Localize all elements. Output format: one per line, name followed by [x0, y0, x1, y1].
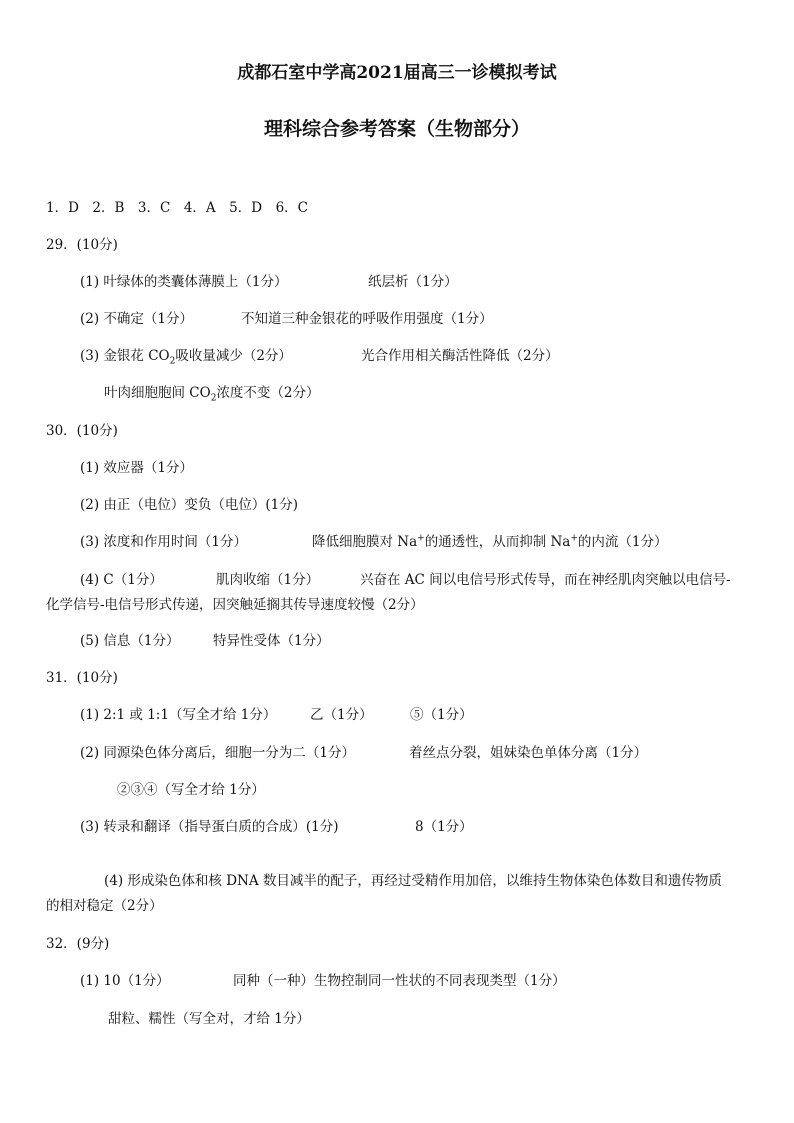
q31-part4-answer-b: 的相对稳定（2分）	[46, 898, 163, 914]
q29-part3-answer-a: (3) 金银花 $CO_2$吸收量减少（2分）	[80, 348, 292, 367]
q30-part4-answer-c: 兴奋在 AC 间以电信号形式传导，而在神经肌肉突触以电信号-	[360, 572, 731, 588]
q31-part2-answer-a: (2) 同源染色体分离后，细胞一分为二（1分）	[80, 745, 356, 761]
q30-part4-answer-a: (4) C（1分）	[80, 572, 163, 588]
q30-part5-answer-b: 特异性受体（1分）	[213, 633, 330, 649]
mc-answers: 1．D 2．B 3．C 4．A 5．D 6．C	[46, 200, 309, 216]
q31-part3-answer-a: (3) 转录和翻译（指导蛋白质的合成）(1分)	[80, 819, 339, 835]
q31-part4-answer-a: (4) 形成染色体和核 DNA 数目减半的配子，再经过受精作用加倍，以维持生物体染色体数目和遗传物质	[104, 873, 722, 889]
q31-part3-answer-b: 8（1分）	[415, 819, 473, 835]
q30-part3-answer-b: 降低细胞膜对 Na+的通透性，从而抑制 Na+的内流（1分）	[312, 533, 668, 550]
q29-heading: 29．(10分)	[46, 237, 118, 253]
q29-part3-answer-c: 叶肉细胞胞间 $CO_2$浓度不变（2分）	[104, 385, 320, 404]
answer-subtitle: 理科综合参考答案（生物部分）	[263, 118, 530, 140]
q29-part1-answer-b: 纸层析（1分）	[368, 274, 458, 290]
q31-part1-answer-c: ⑤（1分）	[410, 707, 473, 723]
q31-part1-answer-a: (1) 2:1 或 1:1（写全才给 1分）	[80, 707, 277, 723]
q30-part3-answer-a: (3) 浓度和作用时间（1分）	[80, 534, 248, 550]
q31-heading: 31．(10分)	[46, 670, 118, 686]
q30-part2-answer: (2) 由正（电位）变负（电位）(1分)	[80, 497, 299, 513]
exam-title: 成都石室中学高2021届高三一诊模拟考试	[237, 63, 557, 83]
q29-part2-answer-a: (2) 不确定（1分）	[80, 311, 194, 327]
q30-part4-answer-d: 化学信号-电信号形式传递，因突触延搁其传导速度较慢（2分）	[46, 597, 424, 613]
q31-part1-answer-b: 乙（1分）	[310, 707, 373, 723]
q29-part1-answer-a: (1) 叶绿体的类囊体薄膜上（1分）	[80, 274, 288, 290]
q30-part1-answer: (1) 效应器（1分）	[80, 460, 194, 476]
q30-part5-answer-a: (5) 信息（1分）	[80, 633, 180, 649]
q30-heading: 30．(10分)	[46, 423, 118, 439]
q30-part4-answer-b: 肌肉收缩（1分）	[216, 572, 320, 588]
q29-part2-answer-b: 不知道三种金银花的呼吸作用强度（1分）	[241, 311, 493, 327]
q32-heading: 32．(9分)	[46, 936, 110, 952]
q31-part2-answer-b: 着丝点分裂，姐妹染色单体分离（1分）	[409, 745, 648, 761]
q32-part1-answer-b: 同种（一种）生物控制同一性状的不同表现类型（1分）	[233, 973, 566, 989]
q31-part2-answer-c: ②③④（写全才给 1分）	[117, 782, 265, 798]
q32-part1-answer-c: 甜粒、糯性（写全对，才给 1分）	[108, 1011, 310, 1027]
q29-part3-answer-b: 光合作用相关酶活性降低（2分）	[361, 348, 559, 364]
q32-part1-answer-a: (1) 10（1分）	[80, 973, 170, 989]
